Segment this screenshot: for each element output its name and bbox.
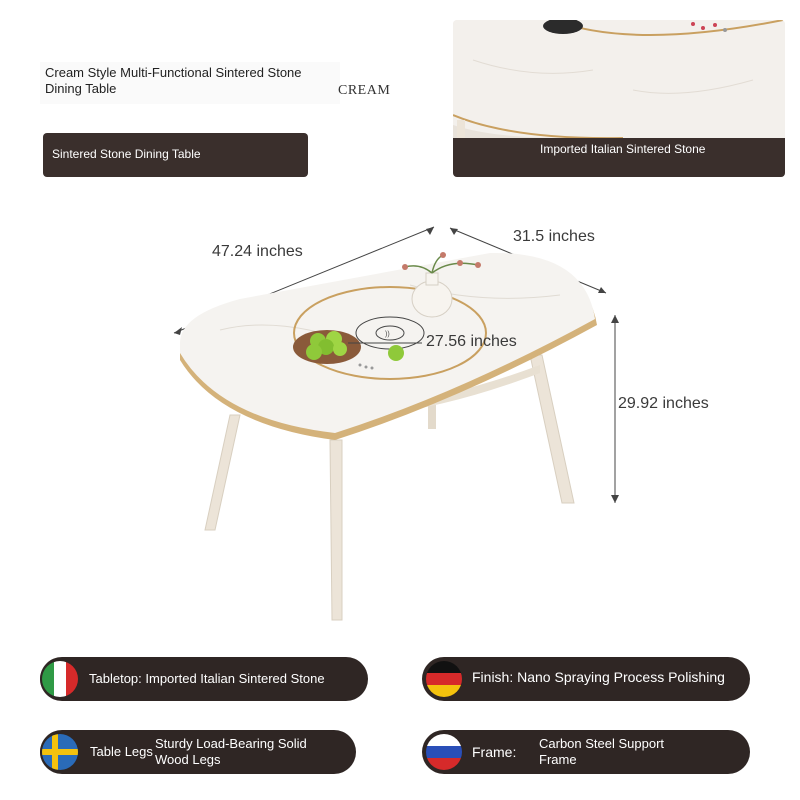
dining-table-illustration <box>160 215 630 635</box>
brand-word: CREAM <box>338 83 391 98</box>
feature-legs-text: Sturdy Load-Bearing Solid Wood Legs <box>155 736 307 767</box>
italy-flag-icon <box>40 659 80 699</box>
subtitle-text: Sintered Stone Dining Table <box>52 147 201 161</box>
front-left-leg <box>205 415 240 530</box>
feature-frame-text: Carbon Steel Support Frame <box>539 736 665 767</box>
diameter-label: 27.56 inches <box>426 333 517 350</box>
product-title: Cream Style Multi-Functional Sintered Stone Dining Table <box>45 65 302 96</box>
feature-tabletop-text: Tabletop: Imported Italian Sintered Stone <box>89 671 325 686</box>
sweden-flag-icon <box>40 732 80 772</box>
front-right-leg <box>530 355 574 503</box>
feature-legs-label: Table Legs <box>90 744 153 759</box>
feature-frame-label: Frame: <box>472 744 517 760</box>
height-label: 29.92 inches <box>618 395 709 412</box>
front-center-leg <box>330 440 342 620</box>
photo-caption: Imported Italian Sintered Stone <box>540 142 706 156</box>
russia-flag-icon <box>424 732 464 772</box>
vase <box>412 281 452 317</box>
svg-text:)): )) <box>385 331 390 338</box>
germany-flag-icon <box>424 659 464 699</box>
width-label: 31.5 inches <box>513 228 595 245</box>
length-label: 47.24 inches <box>212 243 303 260</box>
back-leg <box>428 405 436 429</box>
apple <box>388 345 404 361</box>
feature-finish-text: Finish: Nano Spraying Process Polishing <box>472 669 725 685</box>
